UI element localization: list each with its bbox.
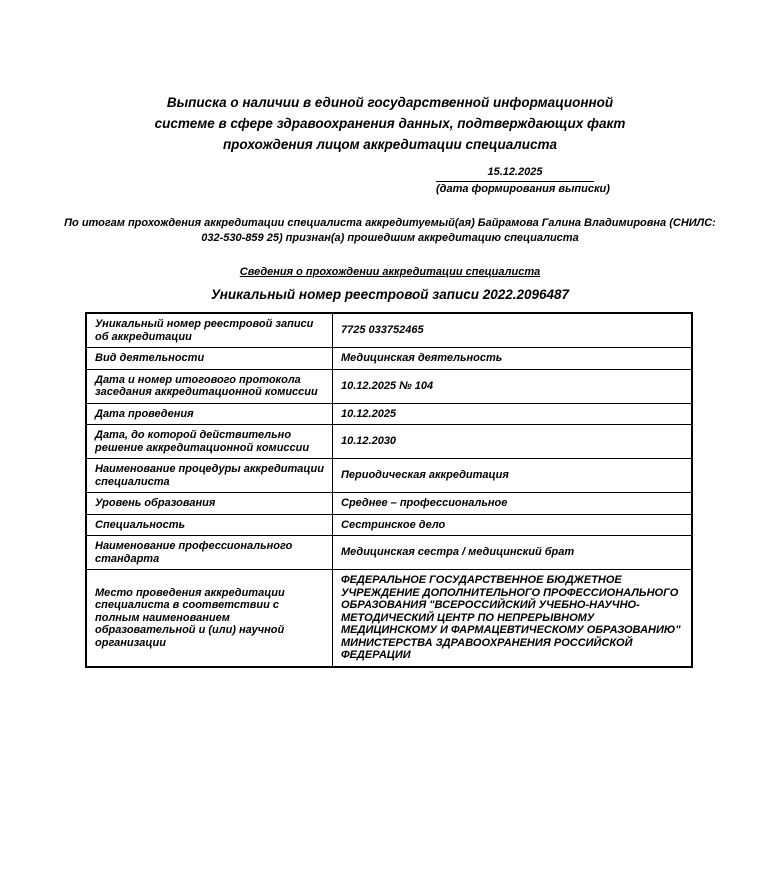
table-row	[86, 403, 692, 425]
document-title-line: системе в сфере здравоохранения данных, подтверждающих факт	[154, 116, 626, 131]
row-label: Вид деятельности	[86, 348, 333, 370]
table-row	[86, 459, 692, 493]
row-value: Среднее – профессиональное	[333, 493, 693, 515]
row-label: Место проведения аккредитации специалиста в соответствии с полным наименованием образовательной и (или) научной организации	[86, 570, 333, 667]
accreditation-details-table	[85, 312, 693, 668]
table-row	[86, 536, 692, 570]
row-value: Периодическая аккредитация	[333, 459, 693, 493]
extract-date: 15.12.2025	[436, 166, 594, 182]
document-title-line: Выписка о наличии в единой государственной информационной	[166, 95, 614, 110]
table-row	[86, 313, 692, 348]
row-value: ФЕДЕРАЛЬНОЕ ГОСУДАРСТВЕННОЕ БЮДЖЕТНОЕ УЧРЕЖДЕНИЕ ДОПОЛНИТЕЛЬНОГО ПРОФЕССИОНАЛЬНОГО ОБРАЗОВАНИЯ "ВСЕРОССИЙСКИЙ УЧЕБНО-НАУЧНО-МЕТОДИЧЕСКИЙ ЦЕНТР ПО НЕПРЕРЫВНОМУ МЕДИЦИНСКОМУ И ФАРМАЦЕВТИЧЕСКОМУ ОБРАЗОВАНИЮ" МИНИСТЕРСТВА ЗДРАВООХРАНЕНИЯ РОССИЙСКОЙ ФЕДЕРАЦИИ	[333, 570, 693, 667]
row-label: Наименование процедуры аккредитации специалиста	[86, 459, 333, 493]
row-label: Уникальный номер реестровой записи об аккредитации	[86, 313, 333, 348]
row-value: 10.12.2030	[333, 425, 693, 459]
row-value: 7725 033752465	[333, 313, 693, 348]
table-row	[86, 369, 692, 403]
row-label: Дата и номер итогового протокола заседания аккредитационной комиссии	[86, 369, 333, 403]
registry-heading: Уникальный номер реестровой записи 2022.2096487	[210, 287, 570, 302]
row-value: Медицинская сестра / медицинский брат	[333, 536, 693, 570]
row-value: 10.12.2025	[333, 403, 693, 425]
extract-date-block	[436, 166, 610, 195]
row-label: Специальность	[86, 514, 333, 536]
extract-date-caption: (дата формирования выписки)	[436, 183, 610, 195]
table-row	[86, 570, 692, 667]
intro-paragraph-line: По итогам прохождения аккредитации специалиста аккредитуемый(ая) Байрамова Галина Владимировна (СНИЛС:	[64, 217, 716, 229]
row-label: Наименование профессионального стандарта	[86, 536, 333, 570]
row-value: Медицинская деятельность	[333, 348, 693, 370]
row-label: Дата, до которой действительно решение аккредитационной комиссии	[86, 425, 333, 459]
document-title	[90, 92, 690, 155]
intro-paragraph-line: 032-530-859 25) признан(а) прошедшим аккредитацию специалиста	[201, 232, 579, 244]
intro-paragraph	[40, 216, 740, 246]
row-value: Сестринское дело	[333, 514, 693, 536]
table-row	[86, 425, 692, 459]
table-row	[86, 348, 692, 370]
document-title-line: прохождения лицом аккредитации специалиста	[222, 137, 558, 152]
row-label: Дата проведения	[86, 403, 333, 425]
table-row	[86, 514, 692, 536]
row-value: 10.12.2025 № 104	[333, 369, 693, 403]
table-row	[86, 493, 692, 515]
section-heading: Сведения о прохождении аккредитации специалиста	[239, 266, 541, 278]
row-label: Уровень образования	[86, 493, 333, 515]
